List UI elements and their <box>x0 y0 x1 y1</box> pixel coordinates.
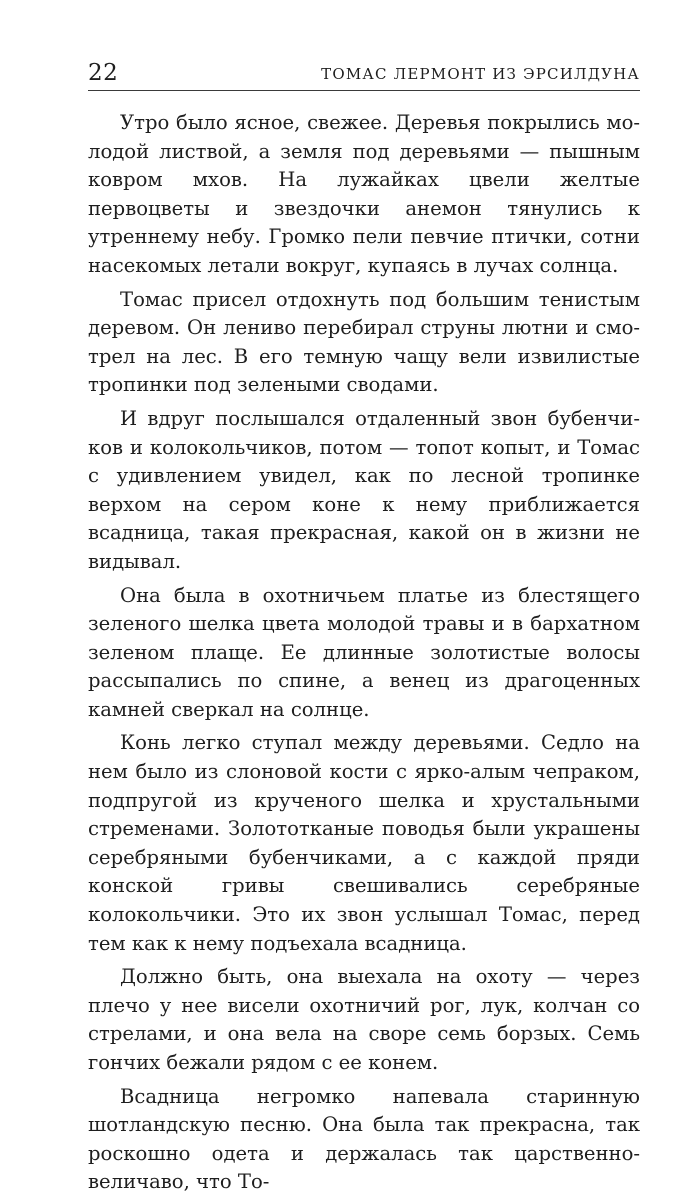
page-number: 22 <box>88 60 119 86</box>
paragraph: Утро было ясное, свежее. Деревья покрылись молодой листвой, а земля под деревьями — пышным ковром мхов. На лужайках цвели желтые первоцветы и звездочки анемон тянулись к утреннему небу. Громко пели певчие птички, сотни насекомых летали вокруг, купаясь в лучах солнца. <box>88 111 640 277</box>
paragraph: Должно быть, она выехала на охоту — через плечо у нее висели охотничий рог, лук, колчан со стрелами, и она вела на своре семь борзых. Семь гончих бежали рядом с ее конем. <box>88 965 640 1074</box>
paragraph: И вдруг послышался отдаленный звон бубенчиков и колокольчиков, потом — топот копыт, и Томас с удивлением увидел, как по лесной тропинке верхом на сером коне к нему приближается всадница, такая прекрасная, какой он в жизни не видывал. <box>88 406 640 573</box>
book-title: ТОМАС ЛЕРМОНТ ИЗ ЭРСИЛДУНА <box>321 65 640 83</box>
running-header <box>88 58 640 91</box>
paragraph: Всадница негромко напевала старинную шотландскую песню. Она была так прекрасна, так роскошно одета и держалась так царственно-величаво, что То- <box>88 1084 640 1194</box>
paragraph: Конь легко ступал между деревьями. Седло на нем было из слоновой кости с ярко-алым чепраком, подпругой из крученого шелка и хрустальными стременами. Золототканые поводья были украшены серебряными бубенчиками, а с каждой пряди конской гривы свешивались серебряные колокольчики. Это их звон услышал Томас, перед тем как к нему подъехала всадница. <box>88 731 640 955</box>
paragraph: Томас присел отдохнуть под большим тенистым деревом. Он лениво перебирал струны лютни и смотрел на лес. В его темную чащу вели извилистые тропинки под зелеными сводами. <box>88 287 640 397</box>
book-page <box>88 58 640 1202</box>
paragraph: Она была в охотничьем платье из блестящего зеленого шелка цвета молодой травы и в бархатном зеленом плаще. Ее длинные золотистые волосы рассыпались по спине, а венец из драгоценных камней сверкал на солнце. <box>88 583 640 721</box>
body-text <box>88 109 640 1197</box>
